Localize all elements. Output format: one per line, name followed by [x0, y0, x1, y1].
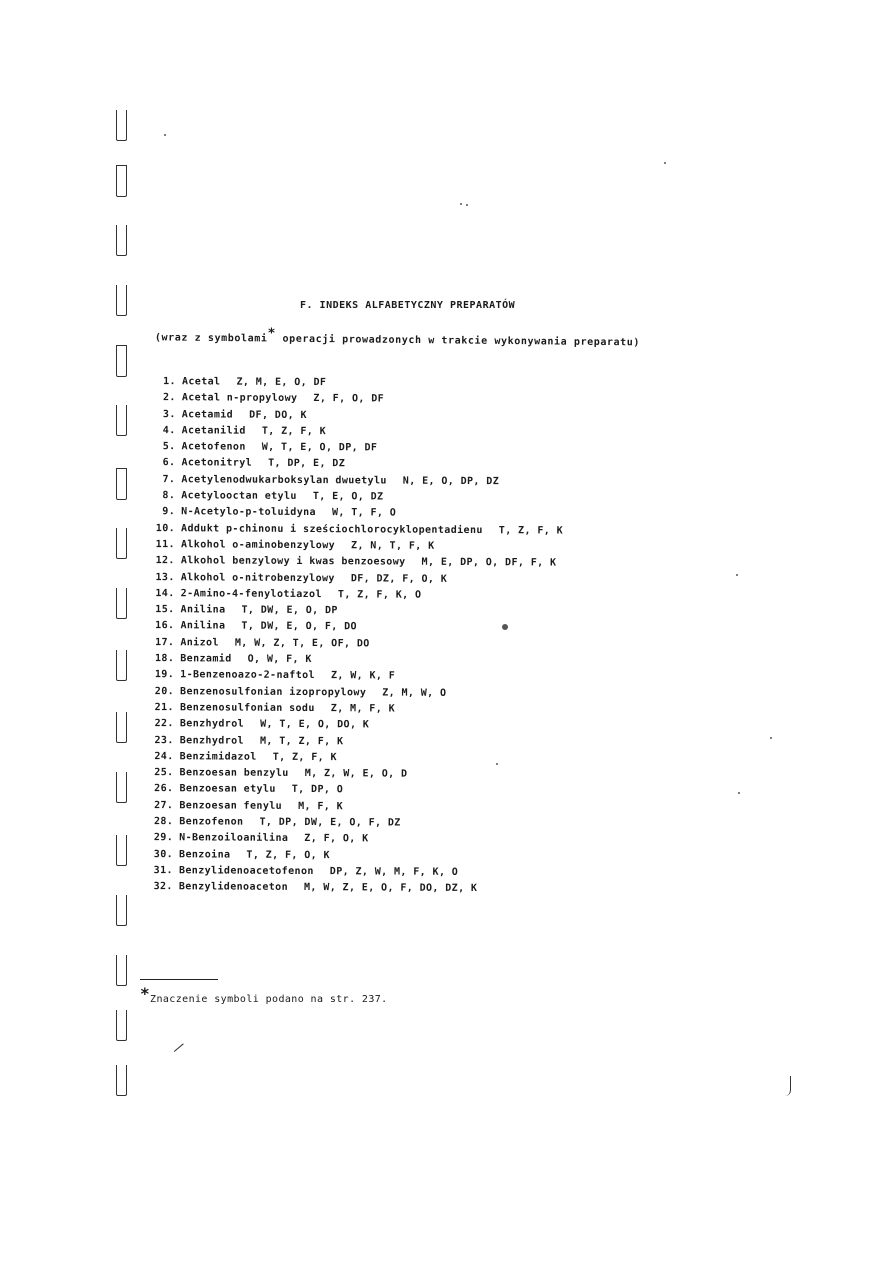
- entry-operations: O, W, F, K: [247, 653, 312, 666]
- entry-name: Benzofenon: [179, 816, 244, 828]
- entry-number: 24.: [154, 750, 174, 763]
- binder-hole-mark: [116, 650, 127, 681]
- entry-operations: DP, Z, W, M, F, K, O: [329, 866, 459, 878]
- entry-operations: M, W, Z, E, O, F, DO, DZ, K: [303, 882, 478, 895]
- entry-name: Alkohol o-aminobenzylowy: [180, 539, 336, 552]
- entry-operations: T, Z, F, K: [498, 524, 564, 537]
- binder-hole-mark: [116, 1010, 127, 1041]
- entry-name: Acetal: [181, 376, 221, 388]
- entry-number: 11.: [155, 539, 175, 551]
- entry-number: 19.: [154, 669, 175, 681]
- entry-number: 20.: [154, 685, 175, 697]
- binder-hole-mark: [116, 110, 127, 141]
- entry-name: Acetamid: [181, 408, 234, 421]
- entry-name: Benzimidazol: [179, 751, 257, 763]
- entry-number: 21.: [154, 702, 174, 714]
- entry-number: 22.: [154, 718, 174, 730]
- entry-operations: Z, M, F, K: [330, 703, 396, 715]
- entry-operations: T, Z, F, K, O: [337, 589, 422, 601]
- index-entry: [137, 879, 777, 899]
- entry-operations: T, DW, E, O, F, DO: [241, 621, 358, 633]
- binder-hole-mark: [116, 588, 127, 619]
- subtitle-text-start: (wraz z symbolami: [154, 332, 268, 345]
- entry-number: 9.: [162, 506, 176, 518]
- binder-hole-mark: [116, 468, 127, 500]
- entry-operations: T, Z, F, K: [261, 425, 327, 438]
- entry-name: 1-Benzenoazo-2-naftol: [180, 669, 316, 682]
- binder-hole-mark: [116, 285, 127, 316]
- footnote-marker: *: [140, 984, 151, 1003]
- entry-number: 31.: [153, 864, 174, 877]
- entry-operations: M, T, Z, F, K: [259, 735, 344, 747]
- binder-hole-marks: [110, 100, 130, 1100]
- entry-name: 2-Amino-4-fenylotiazol: [180, 588, 322, 600]
- subtitle-text-end: operacji prowadzonych w trakcie wykonywania preparatu): [275, 333, 641, 349]
- binder-hole-mark: [116, 835, 127, 866]
- preparation-index-list: [137, 374, 780, 899]
- binder-hole-mark: [116, 895, 127, 926]
- entry-name: Acetonitryl: [181, 457, 253, 470]
- entry-operations: T, Z, F, K: [272, 751, 337, 764]
- footnote-marker: *: [267, 326, 277, 342]
- entry-operations: W, T, E, O, DP, DF: [261, 441, 378, 454]
- entry-operations: Z, N, T, F, K: [351, 540, 435, 552]
- entry-number: 23.: [154, 734, 174, 746]
- binder-hole-mark: [116, 528, 127, 559]
- entry-name: Acetofenon: [181, 441, 246, 453]
- entry-name: Benzylidenoacetofenon: [178, 865, 314, 877]
- entry-operations: N, E, O, DP, DZ: [402, 475, 500, 487]
- entry-number: 2.: [162, 392, 176, 404]
- scan-speck: [164, 134, 166, 136]
- entry-number: 26.: [154, 783, 174, 795]
- entry-number: 1.: [163, 376, 176, 388]
- pen-mark: [174, 1043, 190, 1059]
- entry-operations: W, T, E, O, DO, K: [260, 718, 370, 731]
- entry-number: 28.: [153, 816, 174, 828]
- entry-operations: Z, W, K, F: [330, 670, 396, 682]
- entry-number: 13.: [155, 571, 175, 583]
- entry-number: 15.: [155, 604, 175, 616]
- scan-speck: [736, 574, 738, 576]
- scan-speck: [466, 204, 468, 206]
- entry-number: 10.: [155, 522, 176, 534]
- entry-operations: T, DW, E, O, DP: [241, 604, 338, 617]
- binder-hole-mark: [116, 712, 127, 743]
- page-title: F. INDEKS ALFABETYCZNY PREPARATÓW: [300, 300, 516, 311]
- entry-name: Benzhydrol: [179, 734, 245, 747]
- entry-name: Benzoina: [179, 848, 231, 861]
- entry-operations: W, T, F, O: [331, 507, 397, 519]
- entry-name: N-Acetylo-p-toluidyna: [181, 506, 317, 519]
- entry-operations: M, W, Z, T, E, OF, DO: [234, 637, 370, 650]
- entry-operations: T, DP, O: [291, 784, 344, 796]
- scan-speck: [738, 792, 740, 794]
- entry-name: Acetylooctan etylu: [181, 490, 297, 503]
- entry-number: 5.: [162, 441, 176, 453]
- entry-operations: T, DP, E, DZ: [268, 458, 346, 470]
- binder-hole-mark: [116, 405, 127, 436]
- entry-operations: T, Z, F, O, K: [246, 849, 330, 861]
- entry-number: 29.: [153, 832, 174, 844]
- binder-hole-mark: [116, 772, 127, 803]
- entry-name: Benzhydrol: [179, 718, 245, 730]
- binder-hole-mark: [116, 1065, 127, 1096]
- entry-name: Benzenosulfonian sodu: [179, 702, 315, 715]
- entry-name: Benzylidenoaceton: [178, 881, 289, 894]
- entry-name: Benzamid: [180, 653, 232, 665]
- entry-name: Addukt p-chinonu i sześciochlorocyklopentadienu: [181, 522, 483, 536]
- pen-mark: [784, 1076, 791, 1096]
- binder-hole-mark: [116, 955, 127, 986]
- entry-operations: T, E, O, DZ: [312, 491, 384, 503]
- entry-name: Anizol: [180, 637, 219, 649]
- entry-operations: Z, F, O, K: [304, 833, 369, 845]
- entry-number: 8.: [162, 490, 176, 502]
- entry-operations: Z, F, O, DF: [313, 393, 385, 405]
- scan-speck: [460, 203, 462, 205]
- entry-name: Benzenosulfonian izopropylowy: [180, 685, 367, 699]
- entry-operations: Z, M, E, O, DF: [236, 376, 327, 389]
- entry-operations: M, E, DP, O, DF, F, K: [421, 556, 557, 569]
- entry-number: 4.: [162, 425, 176, 437]
- entry-number: 14.: [155, 587, 175, 600]
- entry-number: 16.: [155, 620, 175, 632]
- entry-operations: M, Z, W, E, O, D: [304, 768, 408, 780]
- binder-hole-mark: [116, 345, 127, 377]
- entry-number: 12.: [155, 555, 175, 567]
- entry-name: Acetal n-propylowy: [181, 392, 298, 405]
- scan-speck: [664, 162, 666, 164]
- entry-name: Acetylenodwukarboksylan dwuetylu: [181, 474, 387, 487]
- scan-speck: [496, 763, 498, 765]
- entry-operations: DF, DO, K: [249, 409, 307, 421]
- binder-hole-mark: [116, 225, 127, 256]
- page-subtitle: [155, 325, 640, 348]
- entry-name: Benzoesan etylu: [179, 783, 276, 796]
- footnote-text: Znaczenie symboli podano na str. 237.: [150, 994, 388, 1005]
- entry-name: Benzoesan benzylu: [179, 767, 289, 780]
- entry-number: 7.: [162, 473, 176, 485]
- entry-name: Alkohol benzylowy i kwas benzoesowy: [180, 555, 406, 568]
- entry-operations: M, F, K: [298, 800, 344, 812]
- entry-name: Alkohol o-nitrobenzylowy: [180, 571, 335, 584]
- entry-name: Anilina: [180, 604, 226, 616]
- entry-name: Benzoesan fenylu: [179, 799, 283, 812]
- entry-number: 6.: [162, 457, 176, 469]
- entry-number: 30.: [153, 848, 174, 860]
- entry-number: 18.: [154, 653, 175, 665]
- entry-operations: T, DP, DW, E, O, F, DZ: [259, 816, 401, 829]
- entry-operations: Z, M, W, O: [382, 687, 447, 699]
- entry-name: Acetanilid: [181, 425, 246, 437]
- entry-number: 3.: [162, 408, 176, 420]
- binder-hole-mark: [116, 165, 127, 197]
- entry-name: Anilina: [180, 620, 226, 632]
- footnote: [140, 984, 388, 1003]
- footnote-rule: [140, 979, 218, 980]
- entry-operations: DF, DZ, F, O, K: [350, 572, 448, 585]
- scan-speck: [770, 737, 772, 739]
- scan-speck: [502, 624, 508, 630]
- entry-number: 17.: [155, 636, 175, 648]
- entry-number: 27.: [154, 799, 174, 811]
- entry-number: 25.: [154, 767, 174, 779]
- entry-number: 32.: [153, 881, 173, 893]
- entry-name: N-Benzoiloanilina: [179, 832, 289, 845]
